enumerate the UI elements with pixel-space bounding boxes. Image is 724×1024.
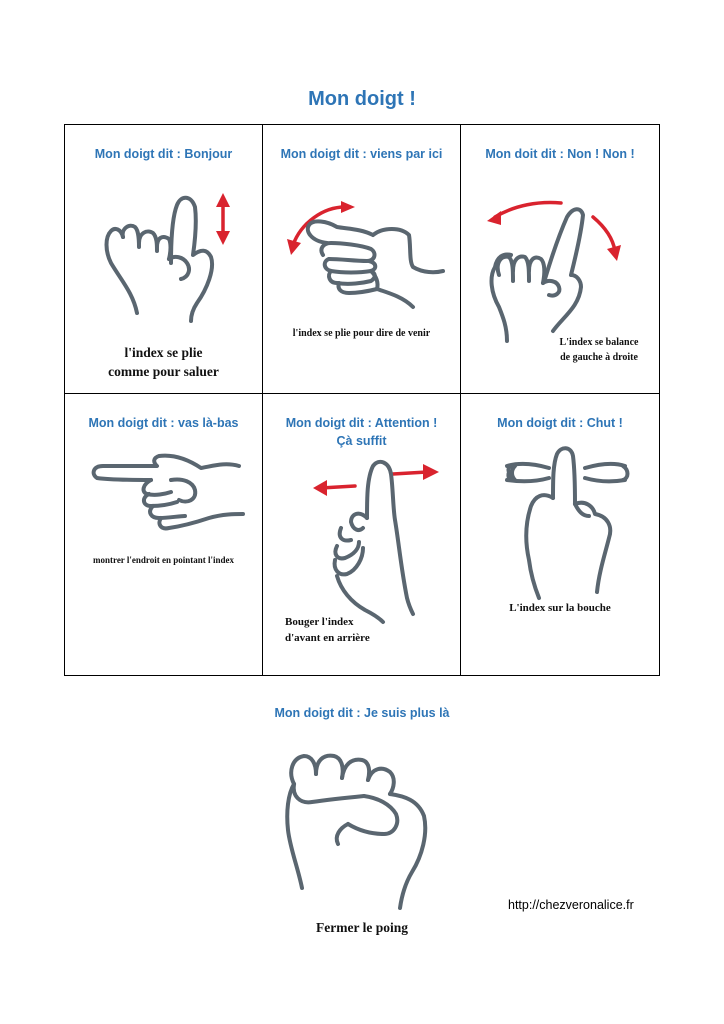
card-vas-la-bas	[65, 394, 263, 675]
card-title: Mon doit dit : Non ! Non !	[485, 147, 635, 161]
card-title: Mon doigt dit : Chut !	[497, 416, 623, 430]
card-title: Mon doigt dit : Bonjour	[94, 147, 233, 161]
card-bonjour	[65, 125, 263, 394]
card-title: Mon doigt dit : Attention ! Çà suffit	[285, 416, 438, 448]
card-caption: Bouger l'index d'avant en arrière	[285, 616, 370, 644]
bottom-card-title: Mon doigt dit : Je suis plus là	[274, 706, 450, 720]
closed-fist-icon	[272, 738, 442, 918]
pointing-hand-icon	[89, 444, 249, 544]
card-caption: montrer l'endroit en pointant l'index	[92, 555, 234, 565]
bottom-card-caption: Fermer le poing	[316, 920, 408, 935]
shush-finger-hand-icon	[501, 442, 631, 602]
card-non-non	[461, 125, 659, 394]
card-caption: L'index sur la bouche	[509, 602, 611, 614]
wagging-finger-hand-icon	[481, 201, 641, 351]
card-caption: l'index se plie comme pour saluer	[108, 345, 219, 379]
card-attention	[263, 394, 461, 675]
gesture-grid	[64, 124, 660, 676]
card-caption: l'index se plie pour dire de venir	[292, 328, 431, 339]
page-title: Mon doigt !	[308, 88, 416, 110]
source-url[interactable]: http://chezveronalice.fr	[508, 898, 634, 912]
card-chut	[461, 394, 659, 675]
waving-index-hand-icon	[95, 185, 245, 325]
warning-finger-hand-icon	[311, 458, 451, 618]
card-caption: L'index se balance de gauche à droite	[559, 337, 639, 363]
card-title: Mon doigt dit : viens par ici	[280, 147, 443, 161]
come-here-hand-icon	[283, 197, 443, 317]
card-viens-par-ici	[263, 125, 461, 394]
card-title: Mon doigt dit : vas là-bas	[88, 416, 239, 430]
